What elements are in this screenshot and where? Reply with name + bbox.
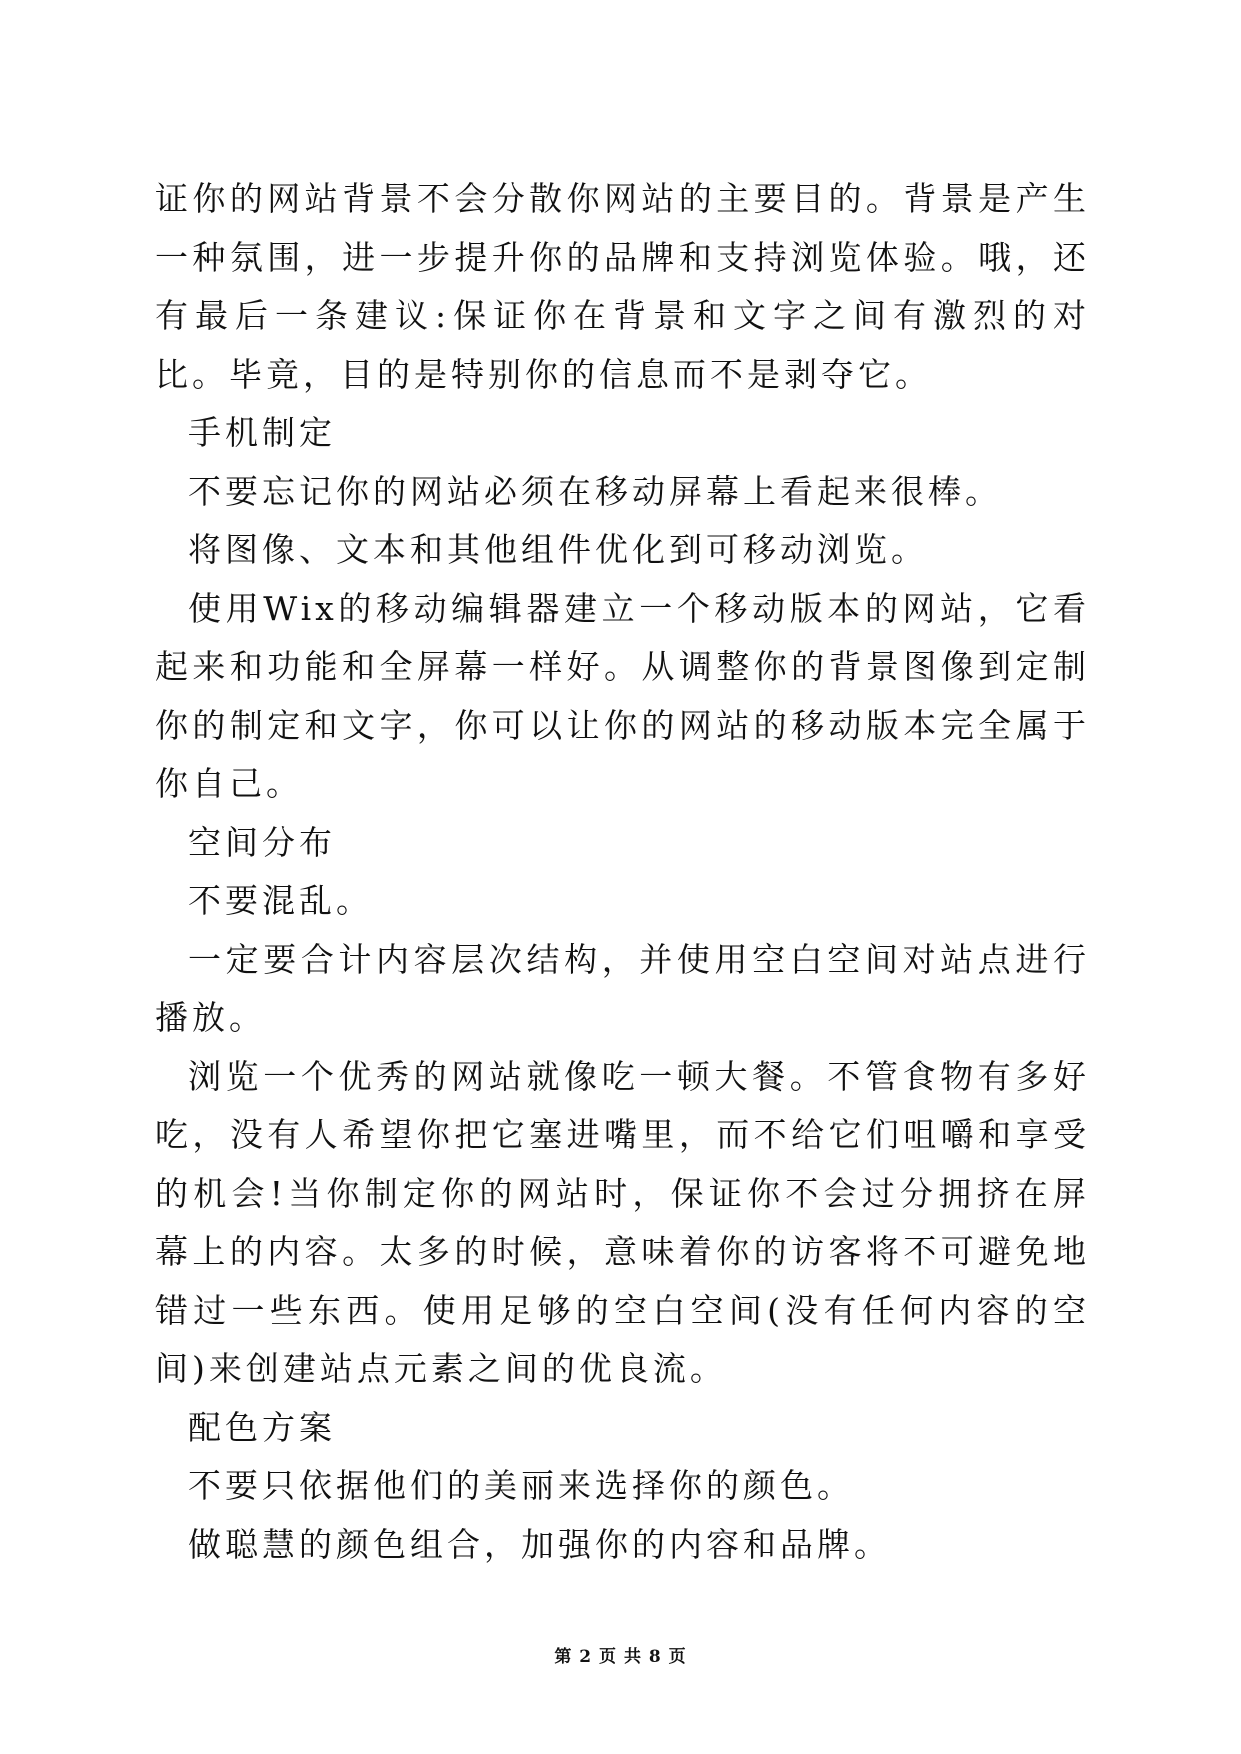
paragraph-mobile-optimize: 将图像、文本和其他组件优化到可移动浏览。 bbox=[188, 530, 928, 569]
heading-color-scheme: 配色方案 bbox=[188, 1407, 336, 1447]
heading-space-distribution: 空间分布 bbox=[188, 822, 336, 862]
paragraph-color-choice: 不要只依据他们的美丽来选择你的颜色。 bbox=[188, 1466, 854, 1505]
paragraph-whitespace: 浏览一个优秀的网站就像吃一顿大餐。不管食物有多好吃，没有人希望你把它塞进嘴里，而不给它们咀嚼和享受的机会!当你制定你的网站时，保证你不会过分拥挤在屏幕上的内容。太多的时候，意味着你的访客将不可避免地错过一些东西。使用足够的空白空间(没有任何内容的空间)来创建站点元素之间的优良流。 bbox=[155, 1056, 1090, 1388]
paragraph-background-advice: 证你的网站背景不会分散你网站的主要目的。背景是产生一种氛围，进一步提升你的品牌和支持浏览体验。哦，还有最后一条建议:保证你在背景和文字之间有激烈的对比。毕竟，目的是特别你的信息而不是剥夺它。 bbox=[155, 179, 1090, 394]
paragraph-content-hierarchy: 一定要合计内容层次结构，并使用空白空间对站点进行播放。 bbox=[155, 939, 1090, 1037]
paragraph-no-clutter: 不要混乱。 bbox=[188, 881, 373, 920]
paragraph-color-combination: 做聪慧的颜色组合，加强你的内容和品牌。 bbox=[188, 1524, 891, 1564]
paragraph-mobile-warning: 不要忘记你的网站必须在移动屏幕上看起来很棒。 bbox=[188, 471, 1002, 511]
page-number-footer: 第 2 页 共 8 页 bbox=[554, 1647, 687, 1667]
heading-mobile-design: 手机制定 bbox=[188, 413, 336, 452]
paragraph-mobile-editor: 使用Wix的移动编辑器建立一个移动版本的网站，它看起来和功能和全屏幕一样好。从调整你的背景图像到定制你的制定和文字，你可以让你的网站的移动版本完全属于你自己。 bbox=[155, 588, 1090, 803]
document-body bbox=[155, 170, 1090, 1574]
